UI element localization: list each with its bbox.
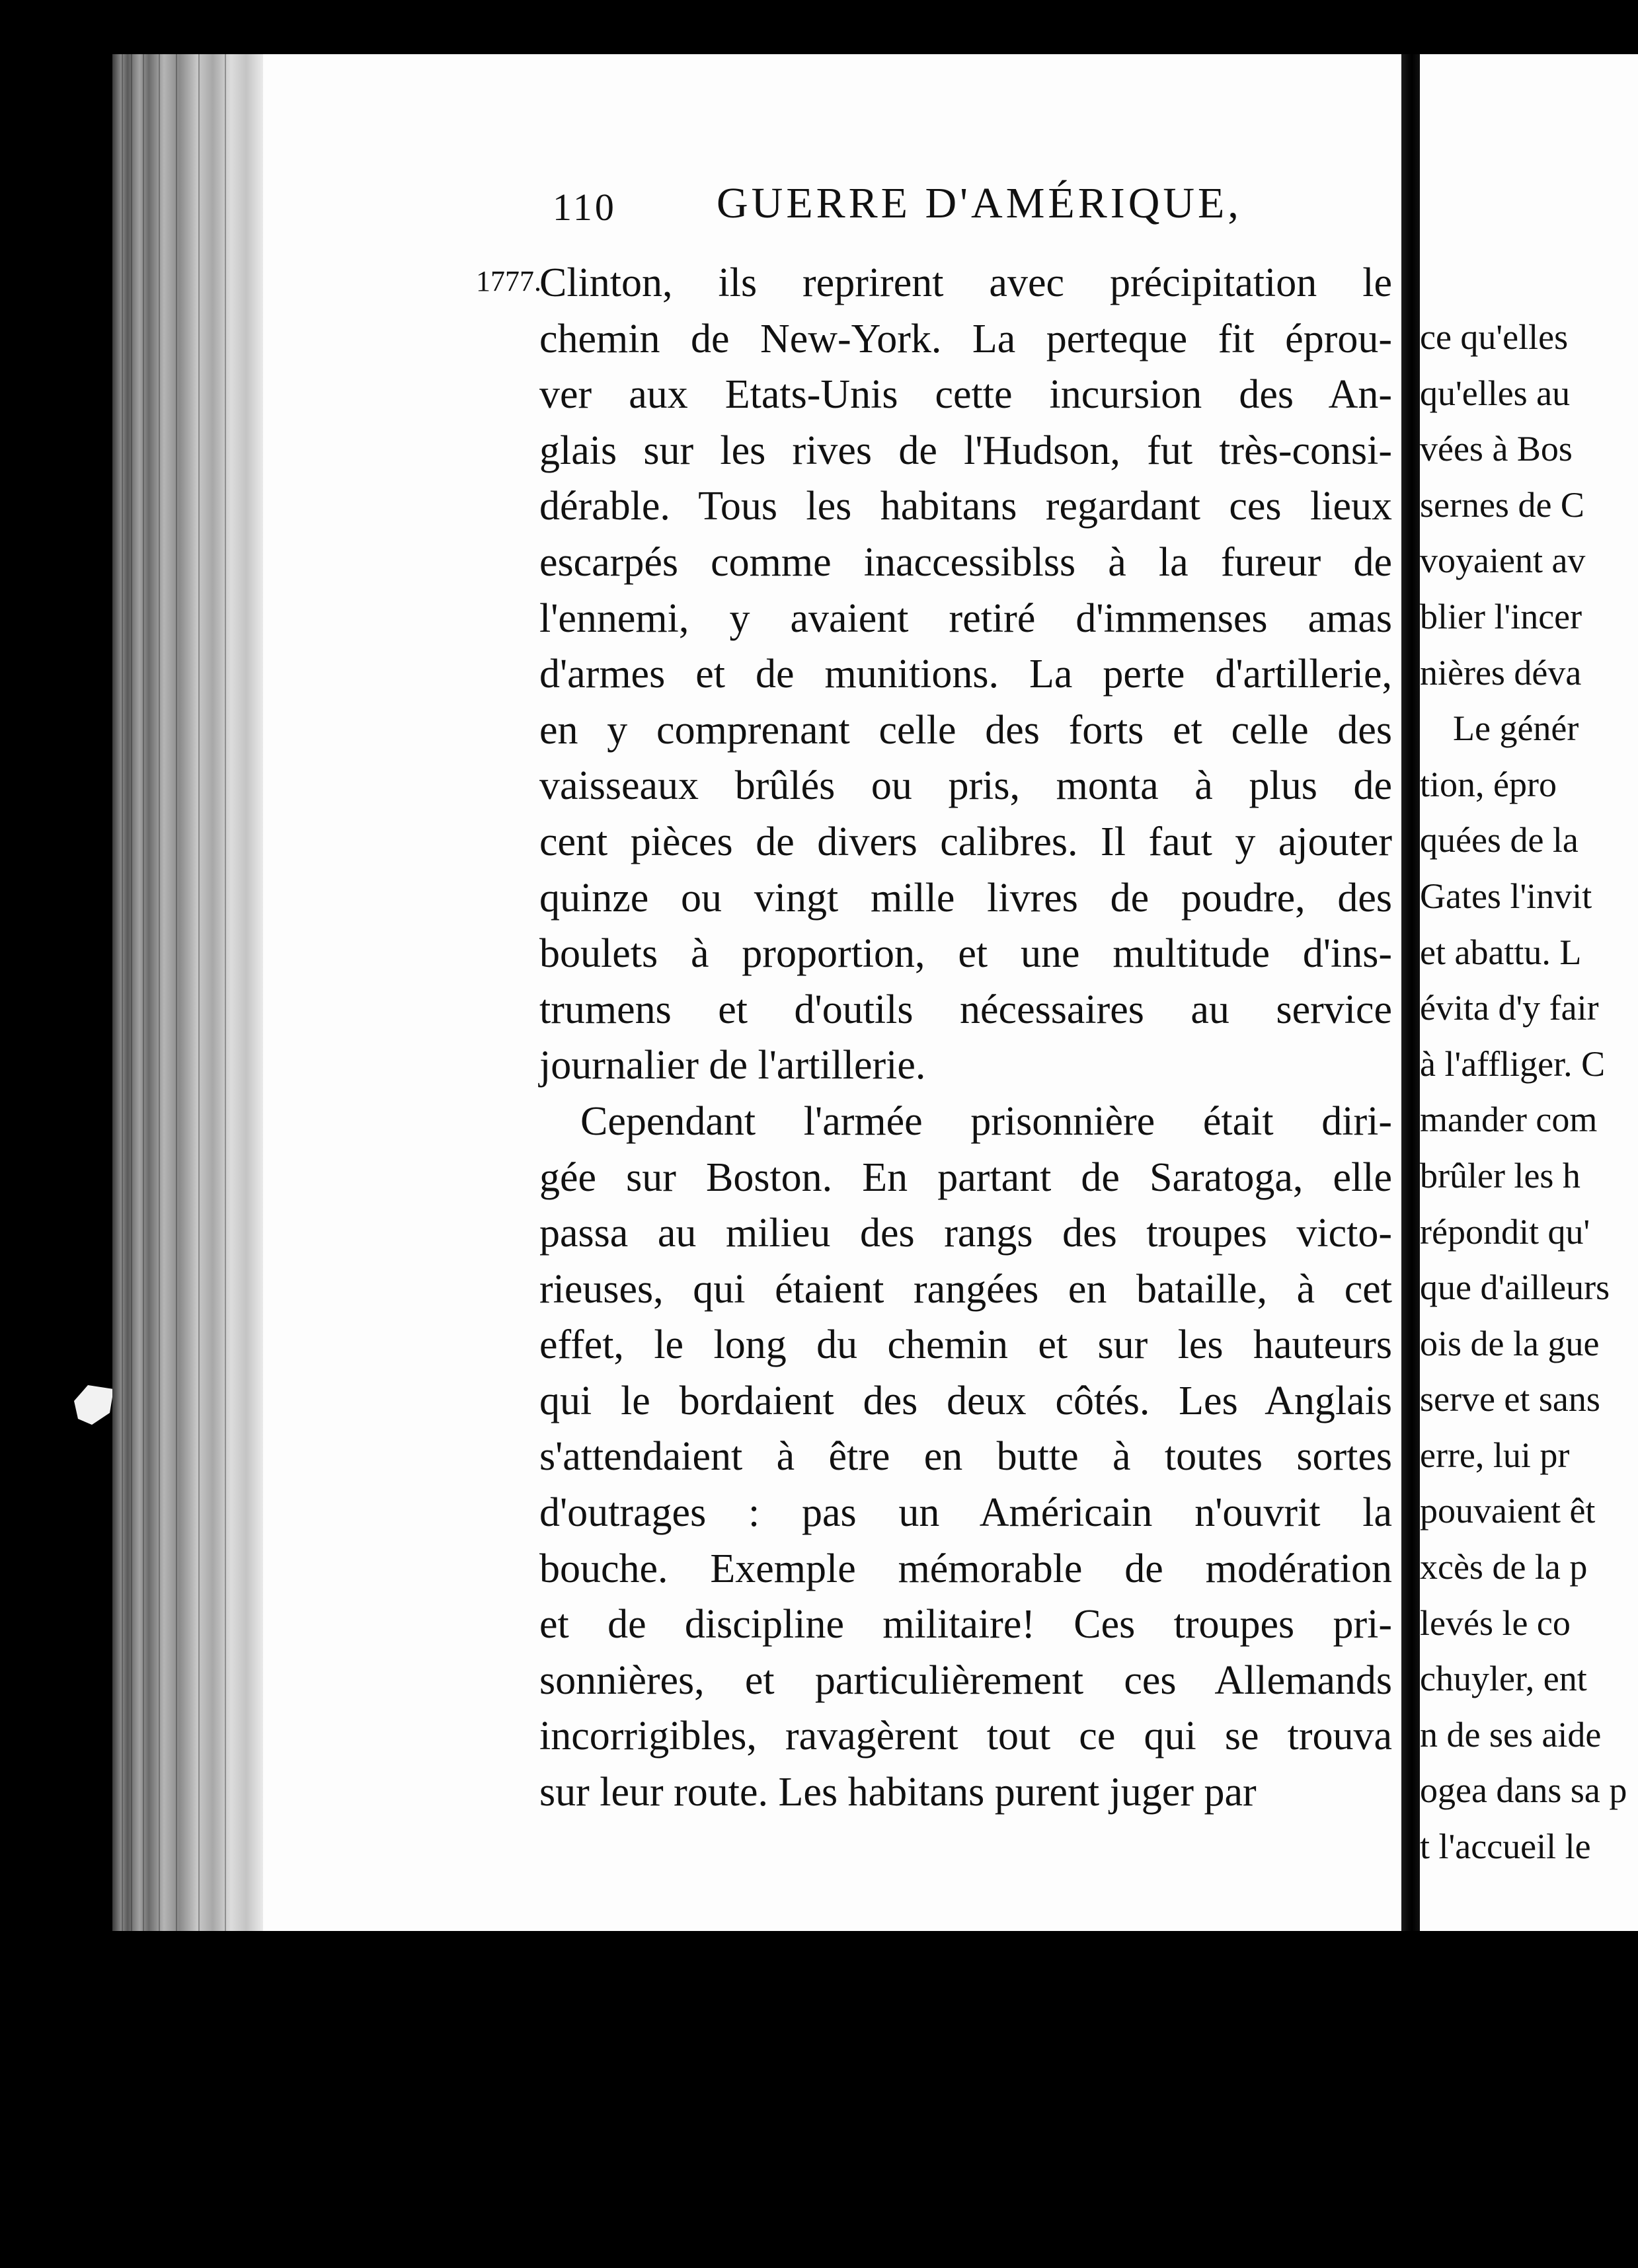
text-line: quinze ou vingt mille livres de poudre, des [539, 875, 1392, 921]
facing-text-line: t l'accueil le [1420, 1827, 1591, 1867]
text-line: trumens et d'outils nécessaires au service [539, 987, 1392, 1032]
facing-text-line: Gates l'invit [1420, 876, 1592, 916]
facing-text-line: voyaient av [1420, 541, 1586, 581]
facing-text-line: que d'ailleurs [1420, 1267, 1610, 1308]
text-line: journalier de l'artillerie. [539, 1043, 926, 1088]
margin-year: 1777. [476, 265, 541, 297]
facing-text-line: tion, épro [1420, 764, 1557, 804]
page-number: 110 [553, 186, 617, 229]
facing-text-line: et abattu. L [1420, 932, 1582, 972]
facing-text-line: serve et sans [1420, 1379, 1600, 1419]
text-line: gée sur Boston. En partant de Saratoga, elle [539, 1154, 1392, 1200]
text-line: passa au milieu des rangs des troupes victo- [539, 1211, 1392, 1256]
text-line: vaisseaux brûlés ou pris, monta à plus de [539, 763, 1392, 809]
facing-text-line: chuyler, ent [1420, 1659, 1587, 1699]
text-line: escarpés comme inaccessiblss à la fureur de [539, 539, 1392, 585]
facing-text-line: vées à Bos [1420, 429, 1573, 469]
text-line: effet, le long du chemin et sur les hauteurs [539, 1322, 1392, 1368]
facing-text-line: Le génér [1453, 708, 1579, 749]
text-line: sur leur route. Les habitans purent juger par [539, 1770, 1257, 1815]
text-line: incorrigibles, ravagèrent tout ce qui se trouva [539, 1714, 1392, 1759]
facing-text-line: évita d'y fair [1420, 988, 1599, 1028]
facing-text-line: ogea dans sa p [1420, 1770, 1627, 1811]
page-header [553, 178, 1293, 245]
facing-text-line: mander com [1420, 1100, 1598, 1140]
facing-text-line: quées de la [1420, 820, 1579, 860]
facing-page-text [1420, 309, 1638, 1875]
facing-text-line: ce qu'elles [1420, 317, 1569, 357]
text-line: en y comprenant celle des forts et celle des [539, 707, 1392, 753]
facing-text-line: nières déva [1420, 652, 1582, 693]
text-line: d'outrages : pas un Américain n'ouvrit la [539, 1490, 1392, 1536]
facing-text-line: levés le co [1420, 1603, 1571, 1643]
facing-text-line: erre, lui pr [1420, 1435, 1570, 1475]
text-line: bouche. Exemple mémorable de modération [539, 1546, 1392, 1591]
text-line: cent pièces de divers calibres. Il faut y ajouter [539, 819, 1392, 864]
text-line: qui le bordaient des deux côtés. Les Anglais [539, 1378, 1392, 1423]
facing-text-line: sernes de C [1420, 484, 1584, 525]
text-line: dérable. Tous les habitans regardant ces lieux [539, 484, 1392, 529]
facing-text-line: xcès de la p [1420, 1547, 1588, 1587]
page-stack-edge [112, 54, 264, 1931]
text-line: sonnières, et particulièrement ces Allemands [539, 1657, 1392, 1703]
text-line: glais sur les rives de l'Hudson, fut très-consi- [539, 428, 1392, 473]
page-tab-mark [74, 1385, 114, 1425]
facing-text-line: à l'affliger. C [1420, 1043, 1606, 1084]
running-title: GUERRE D'AMÉRIQUE, [717, 179, 1242, 227]
facing-page [1420, 54, 1638, 1931]
text-line: l'ennemi, y avaient retiré d'immenses amas [539, 595, 1392, 641]
text-line: Clinton, ils reprirent avec précipitation le [539, 260, 1392, 305]
text-line: ver aux Etats-Unis cette incursion des An- [539, 372, 1392, 418]
facing-text-line: ois de la gue [1420, 1323, 1600, 1363]
text-line: boulets à proportion, et une multitude d'ins- [539, 931, 1392, 977]
facing-text-line: brûler les h [1420, 1155, 1580, 1195]
facing-text-line: pouvaient êt [1420, 1491, 1596, 1531]
text-line: chemin de New-York. La perteque fit éprou- [539, 316, 1392, 361]
text-line: d'armes et de munitions. La perte d'artillerie, [539, 652, 1392, 697]
facing-text-line: répondit qu' [1420, 1211, 1590, 1252]
facing-text-line: n de ses aide [1420, 1714, 1602, 1755]
text-line: Cependant l'armée prisonnière était diri- [580, 1098, 1392, 1144]
body-text [539, 255, 1392, 1821]
text-line: s'attendaient à être en butte à toutes sortes [539, 1434, 1392, 1480]
facing-text-line: blier l'incer [1420, 596, 1582, 636]
facing-text-line: qu'elles au [1420, 373, 1571, 413]
text-line: rieuses, qui étaient rangées en bataille, à cet [539, 1266, 1392, 1312]
text-line: et de discipline militaire! Ces troupes pri- [539, 1602, 1392, 1647]
